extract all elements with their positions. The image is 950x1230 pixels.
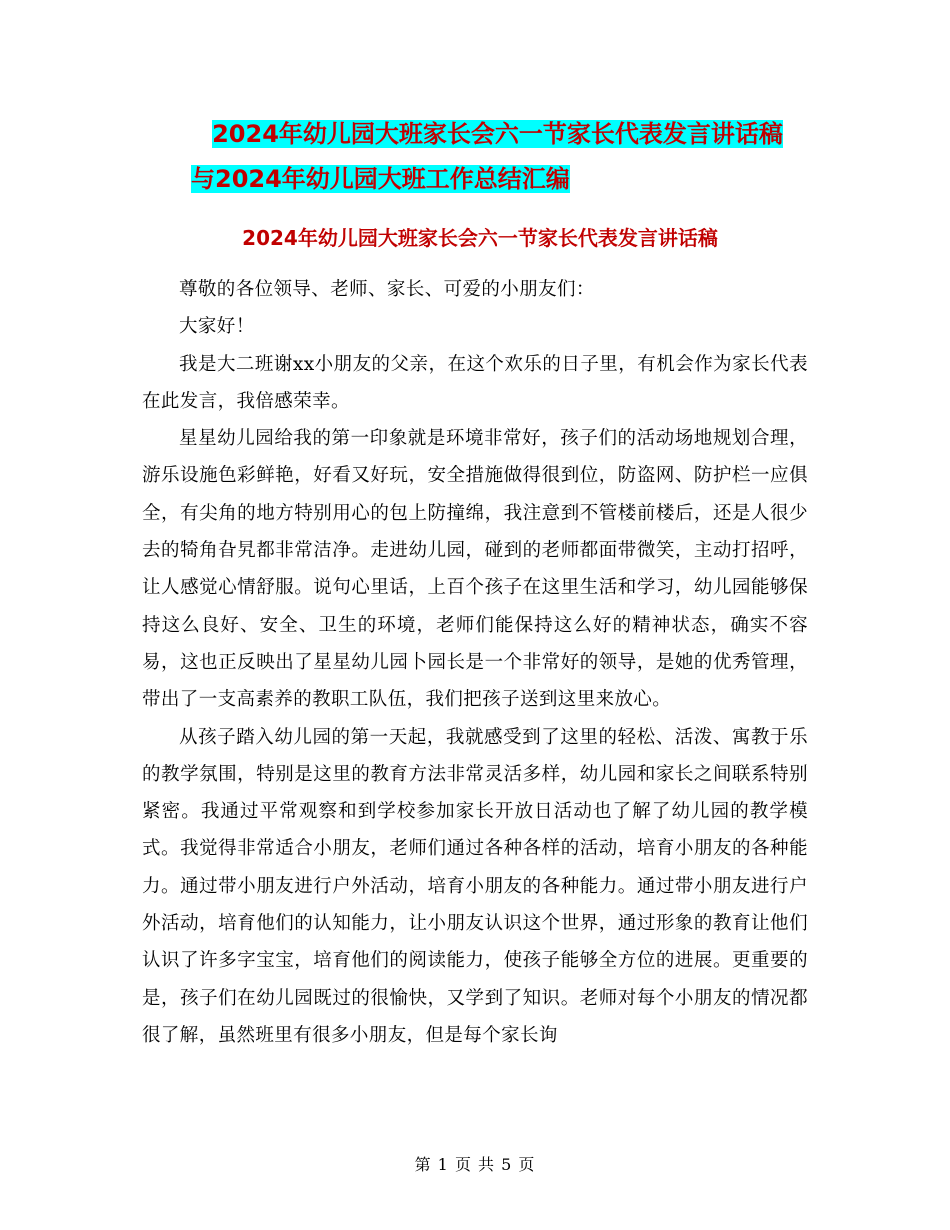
paragraph-environment: 星星幼儿园给我的第一印象就是环境非常好，孩子们的活动场地规划合理，游乐设施色彩鲜艳，好看又好玩，安全措施做得很到位，防盗网、防护栏一应俱全，有尖角的地方特别用心的包上防撞绵，我注意到不管楼前楼后，还是人很少去的犄角旮旯都非常洁净。走进幼儿园，碰到的老师都面带微笑，主动打招呼，让人感觉心情舒服。说句心里话，上百个孩子在这里生活和学习，幼儿园能够保持这么良好、安全、卫生的环境，老师们能保持这么好的精神状态，确实不容易，这也正反映出了星星幼儿园卜园长是一个非常好的领导，是她的优秀管理，带出了一支高素养的教职工队伍，我们把孩子送到这里来放心。 (142, 428, 808, 711)
title-highlight-2: 与2024年幼儿园大班工作总结汇编 (191, 165, 570, 193)
title-highlight-1: 2024年幼儿园大班家长会六一节家长代表发言讲话稿 (212, 120, 783, 148)
document-title-line-2 (0, 157, 950, 202)
paragraph-greeting: 大家好！ (179, 316, 255, 338)
paragraph-intro: 我是大二班谢xx小朋友的父亲，在这个欢乐的日子里，有机会作为家长代表在此发言，我倍感荣幸。 (142, 353, 808, 412)
document-title-line-1 (0, 112, 950, 157)
paragraph-education: 从孩子踏入幼儿园的第一天起，我就感受到了这里的轻松、活泼、寓教于乐的教学氛围，特别是这里的教育方法非常灵活多样，幼儿园和家长之间联系特别紧密。我通过平常观察和到学校参加家长开放日活动也了解了幼儿园的教学模式。我觉得非常适合小朋友，老师们通过各种各样的活动，培育小朋友的各种能力。通过带小朋友进行户外活动，培育小朋友的各种能力。通过带小朋友进行户外活动，培育他们的认知能力，让小朋友认识这个世界，通过形象的教育让他们认识了许多字宝宝，培育他们的阅读能力，使孩子能够全方位的进展。更重要的是，孩子们在幼儿园既过的很愉快，又学到了知识。老师对每个小朋友的情况都很了解，虽然班里有很多小朋友，但是每个家长询 (142, 726, 808, 1046)
paragraph-salutation: 尊敬的各位领导、老师、家长、可爱的小朋友们： (179, 279, 595, 300)
document-title (0, 112, 950, 202)
section-title: 2024年幼儿园大班家长会六一节家长代表发言讲话稿 (242, 226, 718, 250)
body-text (142, 271, 808, 1054)
page-footer: 第 1 页 共 5 页 (414, 1155, 536, 1174)
